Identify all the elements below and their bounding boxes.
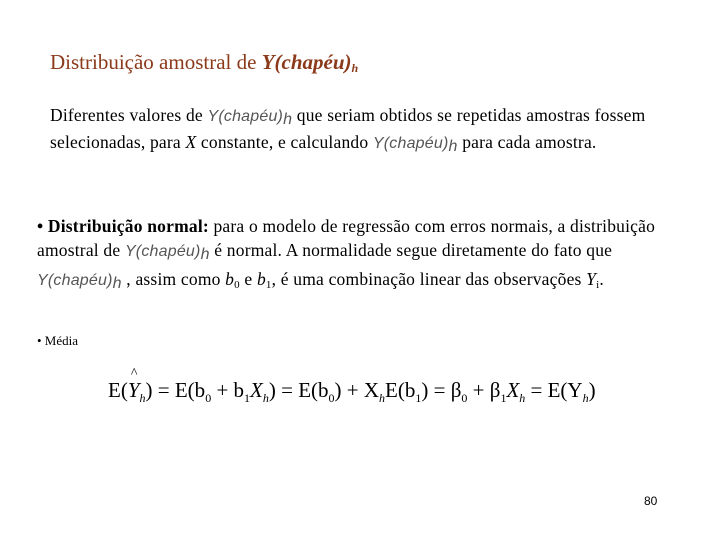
title-text: Distribuição amostral de (50, 50, 262, 74)
normal-distribution-paragraph: • Distribuição normal: para o modelo de regressão com erros normais, a distribuição amostral de $Y(chapéu)_h$ é normal. A normalidade segue diretamente do fato que $Y(chapéu)_h$ , assim como $b_0$ e $b_1$, é uma combinação linear das observações $Y_i$. (37, 216, 656, 292)
definition-paragraph: Diferentes valores de $Y(chapéu)_h$ que seriam obtidos se repetidas amostras fossem selecionadas, para X constante, e calculando $Y(chapéu)_h$ para cada amostra. (50, 105, 646, 155)
title-subscript: h (351, 61, 359, 75)
mean-formula: E(^ $Y_h) = E(b_0 + b_1X_h) = E(b_0) + X_hE(b_1) = \beta_0 + \beta_1X_h = E(Y_h)$ (108, 378, 596, 406)
slide-title (50, 50, 358, 76)
y-hat-symbol: ^ Y (128, 378, 140, 403)
media-bullet: • Média (37, 333, 79, 348)
page-number: 80 (644, 494, 658, 508)
title-italic: Y(chapéu) (261, 50, 352, 74)
